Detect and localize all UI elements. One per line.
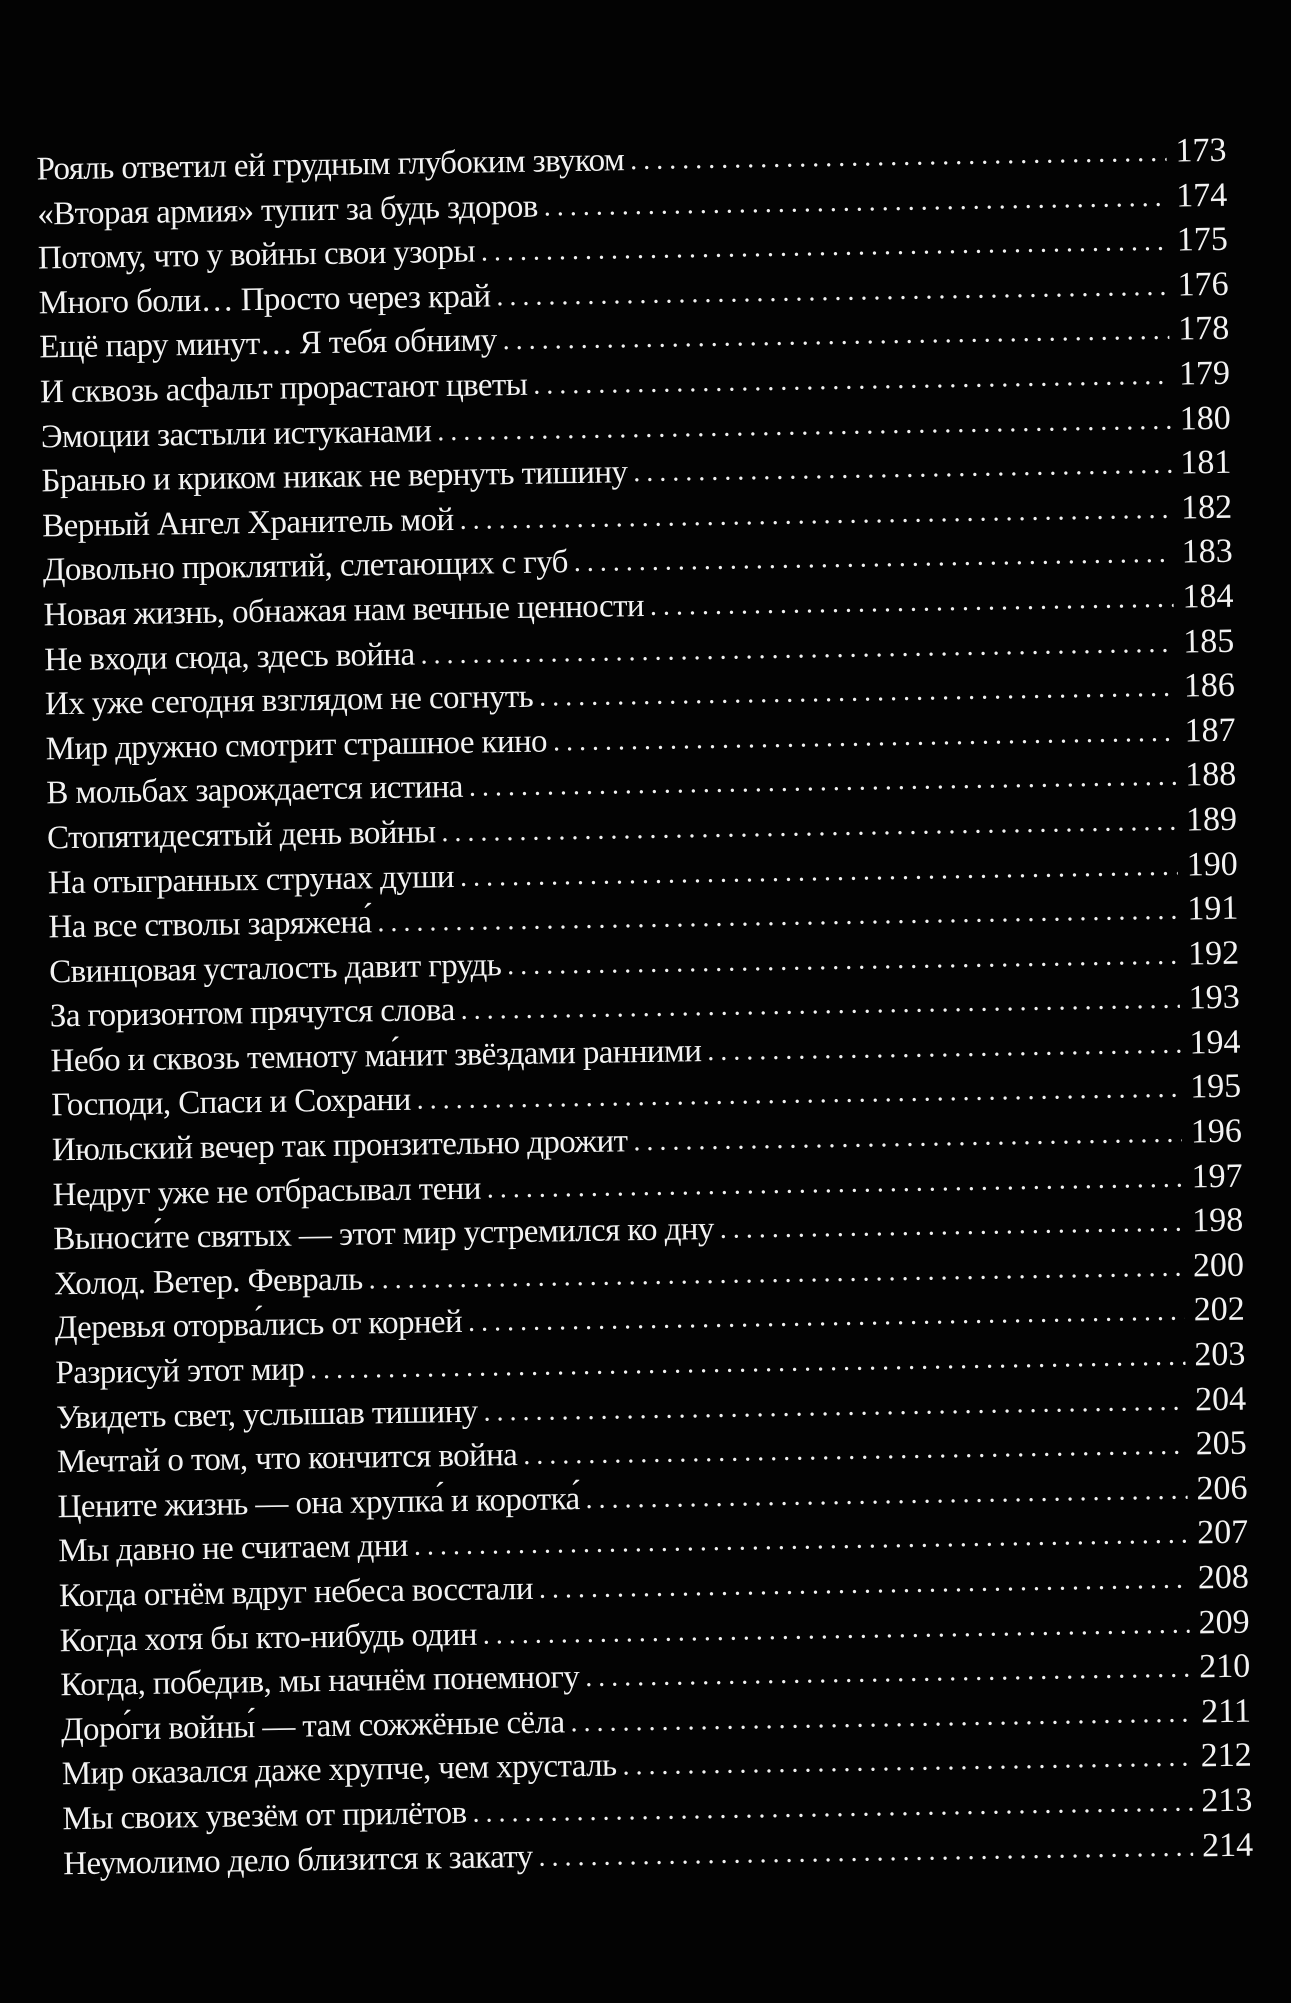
- entry-page-number: 193: [1188, 978, 1241, 1017]
- entry-page-number: 205: [1195, 1424, 1248, 1463]
- entry-page-number: 173: [1175, 131, 1227, 170]
- entry-page-number: 210: [1198, 1647, 1251, 1686]
- entry-page-number: 203: [1194, 1335, 1246, 1374]
- entry-title: Эмоции застыли истуканами: [40, 412, 432, 455]
- entry-page-number: 186: [1183, 666, 1236, 705]
- entry-page-number: 197: [1191, 1157, 1243, 1196]
- entry-title: Потому, что у войны свои узоры: [37, 233, 476, 277]
- entry-page-number: 188: [1184, 755, 1237, 794]
- entry-title: Когда, победив, мы начнём понемногу: [60, 1659, 580, 1704]
- entry-title: Их уже сегодня взглядом не согнуть: [44, 678, 534, 723]
- entry-page-number: 213: [1201, 1781, 1253, 1820]
- entry-title: Неумолимо дело близится к закату: [62, 1838, 533, 1882]
- entry-page-number: 209: [1198, 1603, 1250, 1641]
- entry-page-number: 175: [1176, 220, 1229, 259]
- entry-page-number: 179: [1178, 354, 1231, 393]
- entry-title: Стопятидесятый день войны: [46, 814, 436, 857]
- entry-title: Ещё пару минут… Я тебя обниму: [39, 322, 497, 366]
- entry-title: Мы своих увезём от прилётов: [62, 1794, 467, 1838]
- entry-page-number: 214: [1201, 1826, 1254, 1864]
- entry-title: За горизонтом прячутся слова: [49, 992, 455, 1035]
- entry-page-number: 182: [1180, 488, 1233, 527]
- entry-page-number: 195: [1189, 1068, 1242, 1106]
- entry-title: Много боли… Просто через край: [38, 278, 491, 322]
- dot-leader: [538, 1823, 1193, 1880]
- entry-title: Мир дружно смотрит страшное кино: [45, 723, 548, 768]
- entry-title: Мир оказался даже хрупче, чем хрусталь: [61, 1747, 617, 1793]
- entry-title: Довольно проклятий, слетающих с губ: [42, 544, 569, 589]
- entry-title: Недруг уже не отбрасывал тени: [52, 1170, 482, 1213]
- entry-page-number: 191: [1187, 889, 1239, 928]
- entry-page-number: 178: [1177, 310, 1230, 348]
- entry-title: Разрисуй этот мир: [55, 1351, 305, 1392]
- entry-title: Не входи сюда, здесь война: [44, 636, 415, 678]
- entry-page-number: 176: [1177, 265, 1229, 304]
- entry-title: Когда огнём вдруг небеса восстали: [58, 1570, 534, 1615]
- entry-page-number: 183: [1181, 533, 1234, 571]
- entry-page-number: 211: [1200, 1692, 1252, 1731]
- entry-page-number: 187: [1184, 711, 1236, 750]
- entry-page-number: 202: [1193, 1291, 1245, 1329]
- entry-page-number: 200: [1192, 1246, 1245, 1285]
- entry-title: Верный Ангел Хранитель мой: [41, 501, 454, 545]
- entry-title: Бранью и криком никак не вернуть тишину: [41, 454, 628, 500]
- entry-title: На отыгранных струнах души: [47, 858, 455, 901]
- entry-title: Новая жизнь, обнажая нам вечные ценности: [43, 587, 645, 634]
- entry-title: Выноси́те святых — этот мир устремился ко дну: [53, 1211, 715, 1258]
- entry-page-number: 198: [1191, 1201, 1244, 1240]
- entry-page-number: 181: [1180, 443, 1232, 482]
- entry-page-number: 180: [1179, 399, 1231, 438]
- entry-title: Доро́ги войны́ — там сожжёные сёла: [60, 1704, 565, 1749]
- entry-title: Цените жизнь — она хрупка́ и коротка́: [57, 1480, 580, 1526]
- entry-page-number: 184: [1182, 577, 1234, 616]
- entry-title: «Вторая армия» тупит за будь здоров: [37, 188, 538, 233]
- entry-title: Рояль ответил ей грудным глубоким звуком: [36, 142, 625, 188]
- entry-title: Свинцовая усталость давит грудь: [48, 946, 502, 991]
- entry-page-number: 196: [1190, 1112, 1243, 1151]
- entry-title: Деревья оторва́лись от корней: [54, 1304, 463, 1347]
- entry-title: Небо и сквозь темноту ма́нит звёздами ранними: [50, 1032, 702, 1080]
- entry-page-number: 192: [1187, 934, 1240, 973]
- entry-title: И сквозь асфальт прорастают цветы: [39, 366, 528, 411]
- entry-page-number: 185: [1182, 622, 1235, 661]
- entry-title: Июльский вечер так пронзительно дрожит: [51, 1123, 628, 1169]
- entry-page-number: 206: [1196, 1469, 1248, 1508]
- entry-title: Господи, Спаси и Сохрани: [51, 1082, 411, 1124]
- entry-title: Когда хотя бы кто-нибудь один: [59, 1616, 478, 1659]
- entry-title: В мольбах зарождается истина: [46, 769, 464, 812]
- entry-page-number: 204: [1194, 1380, 1247, 1419]
- entry-title: На все стволы заряжена́: [48, 904, 372, 946]
- entry-title: Холод. Ветер. Февраль: [53, 1261, 363, 1303]
- entry-page-number: 208: [1197, 1558, 1250, 1597]
- entry-title: Увидеть свет, услышав тишину: [55, 1393, 478, 1436]
- entry-page-number: 212: [1200, 1736, 1252, 1775]
- entry-page-number: 189: [1185, 800, 1238, 839]
- entry-page-number: 194: [1189, 1023, 1241, 1062]
- entry-page-number: 207: [1196, 1513, 1249, 1552]
- entry-title: Мечтай о том, что кончится война: [56, 1437, 518, 1481]
- table-of-contents: [36, 129, 1253, 1907]
- entry-page-number: 174: [1175, 176, 1228, 215]
- entry-page-number: 190: [1186, 845, 1238, 883]
- entry-title: Мы давно не считаем дни: [58, 1528, 409, 1570]
